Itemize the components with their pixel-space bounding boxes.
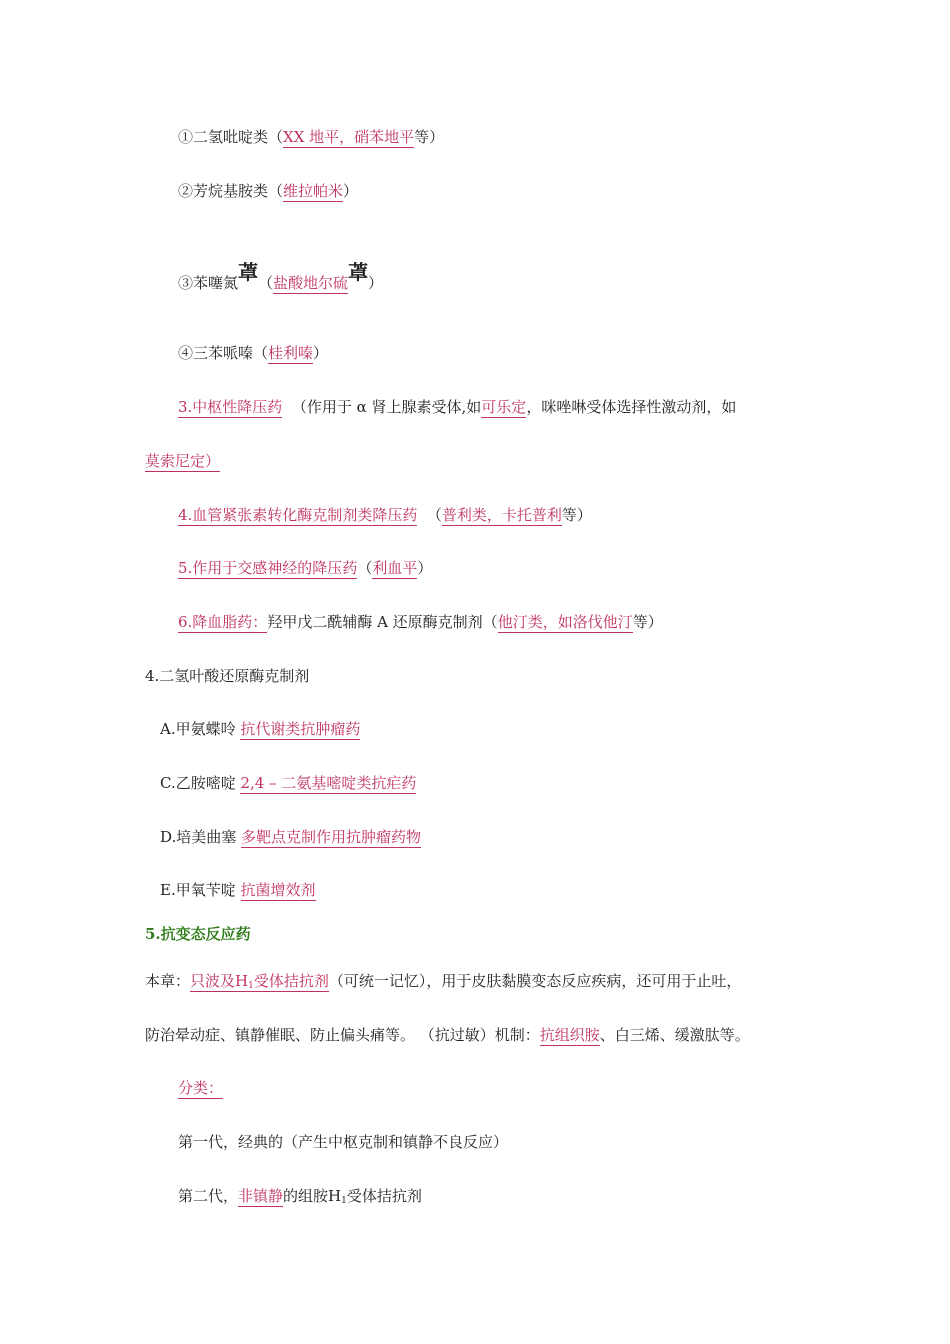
section-highlight: 4.血管紧张素转化酶克制剂类降压药 — [178, 506, 418, 524]
drug-highlight: 普利类，卡托普利 — [441, 506, 562, 524]
zhuo-glyph: 䓬 — [238, 260, 259, 284]
drug-highlight: 只波及$H_1$受体拮抗剂 — [190, 972, 329, 991]
section-highlight: 3.中枢性降压药 — [178, 398, 283, 416]
second-generation-line: 第二代，非镇静的组胺$H_1$受体拮抗剂 — [178, 1187, 422, 1206]
list-item-methotrexate: A.甲氨蝶呤 抗代谢类抗肿瘤药 — [160, 720, 361, 738]
drug-highlight: 抗菌增效剂 — [240, 881, 316, 899]
list-item-pemetrexed: D.培美曲塞 多靶点克制作用抗肿瘤药物 — [160, 828, 422, 846]
chapter-summary-line: 本章：只波及$H_1$受体拮抗剂（可统一记忆），用于皮肤黏膜变态反应疾病，还可用于止吐， — [145, 972, 742, 991]
section-highlight: 分类： — [178, 1079, 224, 1097]
list-item-aralkylamine: ②芳烷基胺类（维拉帕米） — [178, 182, 359, 200]
ace-inhibitor-line: 4.血管紧张素转化酶克制剂类降压药 （普利类，卡托普利等） — [178, 506, 592, 524]
classification-heading — [178, 1078, 223, 1098]
drug-highlight: 维拉帕米 — [283, 182, 344, 200]
drug-highlight: 抗组织胺 — [539, 1026, 600, 1044]
section-highlight: 5.作用于交感神经的降压药 — [178, 559, 358, 577]
sympathetic-antihypertensive-line: 5.作用于交感神经的降压药（利血平） — [178, 559, 433, 577]
mechanism-line: 防治晕动症、镇静催眠、防止偏头痛等。 （抗过敏）机制：抗组织胺、白三烯、缓激肽等。 — [145, 1026, 750, 1044]
drug-highlight: 盐酸地尔硫 — [273, 274, 349, 292]
drug-highlight: 莫索尼定） — [145, 452, 221, 470]
list-item-pyrimethamine: C.乙胺嘧啶 2,4 – 二氨基嘧啶类抗疟药 — [160, 774, 417, 792]
drug-highlight: 桂利嗪 — [268, 344, 314, 362]
central-antihypertensive-continued — [145, 451, 220, 471]
drug-highlight: 2,4 – 二氨基嘧啶类抗疟药 — [240, 774, 417, 792]
first-generation-line: 第一代，经典的（产生中枢克制和镇静不良反应） — [178, 1133, 509, 1151]
section-heading-dhfr: 4.二氢叶酸还原酶克制剂 — [145, 667, 310, 685]
drug-highlight: 可乐定 — [481, 398, 527, 416]
drug-highlight: 利血平 — [372, 559, 418, 577]
lipid-lowering-line: 6.降血脂药：羟甲戊二酰辅酶 A 还原酶克制剂（他汀类，如洛伐他汀等） — [178, 613, 663, 631]
zhuo-glyph: 䓬 — [348, 260, 369, 284]
drug-highlight: 多靶点克制作用抗肿瘤药物 — [241, 828, 422, 846]
list-item-benzothiazepine: ③苯噻氮䓬（盐酸地尔硫䓬） — [178, 260, 384, 292]
drug-highlight: 非镇静 — [238, 1187, 284, 1205]
section-heading-antiallergic: 5.抗变态反应药 — [145, 925, 251, 943]
central-antihypertensive-line: 3.中枢性降压药 （作用于 α 肾上腺素受体,如可乐定，咪唑啉受体选择性激动剂，如 — [178, 398, 737, 416]
drug-highlight: 抗代谢类抗肿瘤药 — [240, 720, 361, 738]
drug-highlight: XX 地平，硝苯地平 — [283, 128, 415, 146]
list-item-trimethoprim: E.甲氧苄啶 抗菌增效剂 — [160, 881, 316, 899]
section-highlight: 6.降血脂药： — [178, 613, 268, 631]
list-item-dihydropyridine: ①二氢吡啶类（XX 地平，硝苯地平等） — [178, 128, 445, 146]
drug-highlight: 他汀类，如洛伐他汀 — [497, 613, 633, 631]
list-item-triphenylpiperazine: ④三苯哌嗪（桂利嗪） — [178, 344, 329, 362]
